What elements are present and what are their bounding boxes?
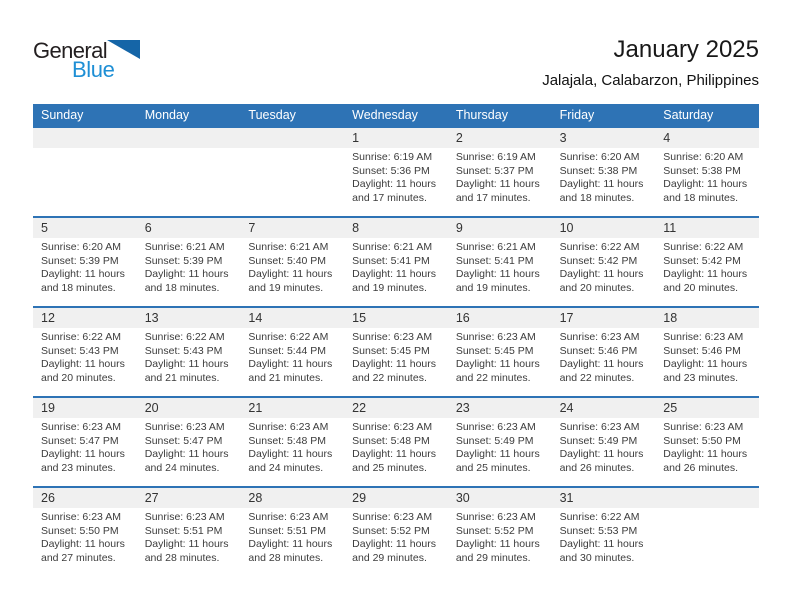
sunrise-text: Sunrise: 6:23 AM [248, 511, 329, 523]
day-cell-body [552, 508, 656, 565]
day-cell [344, 488, 448, 576]
daylight-text-line2: and 22 minutes. [455, 371, 531, 384]
weekday-label: Saturday [663, 108, 714, 122]
empty-day-cell [137, 128, 241, 216]
day-cell [552, 218, 656, 306]
day-cell-body [655, 508, 759, 511]
daylight-text-line2: and 26 minutes. [663, 461, 738, 474]
day-cell-body [33, 508, 137, 565]
day-cell [33, 308, 137, 396]
sunrise-text: Sunrise: 6:23 AM [559, 331, 640, 343]
daylight-text-line1: Daylight: 11 hours [144, 538, 229, 550]
daylight-text-line2: and 19 minutes. [248, 281, 324, 294]
daylight-text-line1: Daylight: 11 hours [352, 358, 436, 370]
day-number: 5 [33, 218, 137, 238]
daylight-text-line1: Daylight: 11 hours [455, 268, 540, 280]
sunset-text: Sunset: 5:47 PM [144, 434, 223, 447]
daylight-text-line1: Daylight: 11 hours [144, 268, 229, 280]
daylight-text-line1: Daylight: 11 hours [663, 178, 748, 190]
daylight-text-line2: and 20 minutes. [41, 371, 116, 384]
daylight-text-line1: Daylight: 11 hours [248, 448, 333, 460]
day-number: 6 [137, 218, 241, 238]
day-cell-body [240, 328, 344, 385]
day-cell [33, 218, 137, 306]
sunrise-text: Sunrise: 6:19 AM [352, 151, 433, 163]
day-cell-body [240, 508, 344, 565]
daylight-text-line1: Daylight: 11 hours [41, 448, 125, 460]
day-cell-body [240, 238, 344, 295]
sunrise-text: Sunrise: 6:23 AM [144, 421, 225, 433]
sunrise-text: Sunrise: 6:20 AM [559, 151, 640, 163]
sunrise-text: Sunrise: 6:22 AM [559, 511, 640, 523]
daylight-text-line1: Daylight: 11 hours [455, 538, 540, 550]
daylight-text-line1: Daylight: 11 hours [144, 358, 229, 370]
sunrise-text: Sunrise: 6:23 AM [663, 331, 744, 343]
daylight-text-line2: and 18 minutes. [41, 281, 116, 294]
day-cell-body [137, 148, 241, 151]
daylight-text-line2: and 17 minutes. [455, 191, 531, 204]
daylight-text-line2: and 28 minutes. [248, 551, 324, 564]
daylight-text-line2: and 24 minutes. [248, 461, 324, 474]
day-cell-body [344, 418, 448, 475]
day-cell [240, 398, 344, 486]
sunset-text: Sunset: 5:53 PM [559, 524, 638, 537]
sunset-text: Sunset: 5:42 PM [559, 254, 638, 267]
sunset-text: Sunset: 5:41 PM [352, 254, 430, 267]
day-cell [448, 218, 552, 306]
weekday-label: Wednesday [352, 108, 418, 122]
day-cell [552, 488, 656, 576]
sunset-text: Sunset: 5:47 PM [41, 434, 119, 447]
daylight-text-line2: and 22 minutes. [559, 371, 635, 384]
day-number: 22 [344, 398, 448, 418]
weekday-label: Friday [559, 108, 595, 122]
daylight-text-line2: and 21 minutes. [144, 371, 220, 384]
calendar-table [33, 104, 759, 576]
daylight-text-line1: Daylight: 11 hours [352, 178, 436, 190]
empty-day-cell [240, 128, 344, 216]
sunrise-text: Sunrise: 6:23 AM [41, 511, 121, 523]
day-number: 14 [240, 308, 344, 328]
day-cell-body [33, 418, 137, 475]
day-cell [137, 308, 241, 396]
daylight-text-line2: and 21 minutes. [248, 371, 324, 384]
daylight-text-line1: Daylight: 11 hours [559, 448, 644, 460]
day-number: 18 [655, 308, 759, 328]
sunset-text: Sunset: 5:43 PM [144, 344, 223, 357]
daylight-text-line2: and 17 minutes. [352, 191, 427, 204]
day-number: 16 [448, 308, 552, 328]
daylight-text-line1: Daylight: 11 hours [41, 358, 125, 370]
sunset-text: Sunset: 5:52 PM [455, 524, 534, 537]
sunrise-text: Sunrise: 6:23 AM [41, 421, 121, 433]
day-cell-body [552, 328, 656, 385]
daylight-text-line2: and 20 minutes. [559, 281, 635, 294]
day-cell [552, 128, 656, 216]
title-block [542, 36, 759, 89]
daylight-text-line2: and 18 minutes. [144, 281, 220, 294]
general-blue-logo [33, 36, 153, 84]
daylight-text-line2: and 23 minutes. [41, 461, 116, 474]
day-number: 30 [448, 488, 552, 508]
sunset-text: Sunset: 5:51 PM [144, 524, 223, 537]
day-number [655, 488, 759, 508]
day-number: 13 [137, 308, 241, 328]
daylight-text-line2: and 25 minutes. [352, 461, 427, 474]
day-cell [240, 218, 344, 306]
day-cell-body [344, 508, 448, 565]
day-number: 19 [33, 398, 137, 418]
day-number: 9 [448, 218, 552, 238]
daylight-text-line1: Daylight: 11 hours [455, 448, 540, 460]
day-cell-body [448, 328, 552, 385]
day-number: 10 [552, 218, 656, 238]
day-cell [552, 308, 656, 396]
day-number: 8 [344, 218, 448, 238]
day-cell-body [137, 238, 241, 295]
sunset-text: Sunset: 5:46 PM [663, 344, 741, 357]
day-number: 1 [344, 128, 448, 148]
week-row [33, 486, 759, 576]
daylight-text-line1: Daylight: 11 hours [663, 448, 748, 460]
sunset-text: Sunset: 5:44 PM [248, 344, 327, 357]
day-cell [655, 218, 759, 306]
day-number: 11 [655, 218, 759, 238]
day-cell-body [240, 148, 344, 151]
sunset-text: Sunset: 5:48 PM [248, 434, 327, 447]
empty-day-cell [33, 128, 137, 216]
weekday-label: Sunday [41, 108, 84, 122]
daylight-text-line1: Daylight: 11 hours [559, 178, 644, 190]
day-cell-body [448, 148, 552, 205]
sunset-text: Sunset: 5:43 PM [41, 344, 119, 357]
weekday-label: Monday [144, 108, 190, 122]
sunset-text: Sunset: 5:45 PM [352, 344, 430, 357]
daylight-text-line2: and 26 minutes. [559, 461, 635, 474]
day-number: 28 [240, 488, 344, 508]
day-cell [137, 218, 241, 306]
day-cell-body [448, 238, 552, 295]
sunset-text: Sunset: 5:41 PM [455, 254, 534, 267]
sunrise-text: Sunrise: 6:23 AM [352, 331, 433, 343]
day-number: 27 [137, 488, 241, 508]
day-number: 25 [655, 398, 759, 418]
day-number [240, 128, 344, 148]
day-cell-body [655, 328, 759, 385]
day-cell-body [655, 148, 759, 205]
day-number: 31 [552, 488, 656, 508]
daylight-text-line2: and 24 minutes. [144, 461, 220, 474]
week-row [33, 216, 759, 306]
sunset-text: Sunset: 5:52 PM [352, 524, 430, 537]
daylight-text-line2: and 19 minutes. [455, 281, 531, 294]
weekday-label: Thursday [455, 108, 508, 122]
day-cell [655, 398, 759, 486]
day-number: 7 [240, 218, 344, 238]
location-subtitle: Jalajala, Calabarzon, Philippines [542, 72, 759, 89]
daylight-text-line2: and 29 minutes. [455, 551, 531, 564]
weekday-header-row [33, 104, 759, 126]
sunrise-text: Sunrise: 6:22 AM [559, 241, 640, 253]
sunrise-text: Sunrise: 6:21 AM [144, 241, 225, 253]
weekday-label: Tuesday [248, 108, 296, 122]
sunrise-text: Sunrise: 6:21 AM [455, 241, 536, 253]
day-cell-body [137, 418, 241, 475]
day-cell [448, 308, 552, 396]
daylight-text-line1: Daylight: 11 hours [248, 538, 333, 550]
day-cell-body [33, 148, 137, 151]
day-cell [655, 308, 759, 396]
day-cell-body [448, 508, 552, 565]
sunrise-text: Sunrise: 6:23 AM [455, 331, 536, 343]
sunrise-text: Sunrise: 6:19 AM [455, 151, 536, 163]
daylight-text-line1: Daylight: 11 hours [41, 538, 125, 550]
day-cell [344, 218, 448, 306]
week-row [33, 396, 759, 486]
daylight-text-line1: Daylight: 11 hours [248, 358, 333, 370]
day-number: 2 [448, 128, 552, 148]
daylight-text-line1: Daylight: 11 hours [559, 268, 644, 280]
page-header [33, 36, 759, 89]
sunset-text: Sunset: 5:40 PM [248, 254, 327, 267]
daylight-text-line2: and 29 minutes. [352, 551, 427, 564]
sunset-text: Sunset: 5:51 PM [248, 524, 327, 537]
day-cell [448, 398, 552, 486]
daylight-text-line2: and 20 minutes. [663, 281, 738, 294]
day-cell-body [552, 238, 656, 295]
day-cell [448, 488, 552, 576]
day-number: 3 [552, 128, 656, 148]
daylight-text-line1: Daylight: 11 hours [144, 448, 229, 460]
day-cell-body [33, 328, 137, 385]
daylight-text-line1: Daylight: 11 hours [455, 178, 540, 190]
sunrise-text: Sunrise: 6:23 AM [352, 421, 433, 433]
daylight-text-line1: Daylight: 11 hours [352, 448, 436, 460]
week-row [33, 306, 759, 396]
sunrise-text: Sunrise: 6:23 AM [248, 421, 329, 433]
day-cell-body [344, 328, 448, 385]
day-cell-body [33, 238, 137, 295]
daylight-text-line1: Daylight: 11 hours [663, 268, 748, 280]
sunset-text: Sunset: 5:49 PM [455, 434, 534, 447]
sunrise-text: Sunrise: 6:23 AM [455, 421, 536, 433]
day-cell-body [137, 328, 241, 385]
sunset-text: Sunset: 5:36 PM [352, 164, 430, 177]
daylight-text-line2: and 18 minutes. [559, 191, 635, 204]
sunset-text: Sunset: 5:37 PM [455, 164, 534, 177]
sunrise-text: Sunrise: 6:22 AM [663, 241, 744, 253]
sunset-text: Sunset: 5:42 PM [663, 254, 741, 267]
day-cell-body [552, 418, 656, 475]
day-cell-body [448, 418, 552, 475]
day-cell [33, 488, 137, 576]
day-number: 4 [655, 128, 759, 148]
sunrise-text: Sunrise: 6:21 AM [248, 241, 329, 253]
sunrise-text: Sunrise: 6:22 AM [144, 331, 225, 343]
page-title: January 2025 [613, 36, 759, 63]
sunrise-text: Sunrise: 6:23 AM [455, 511, 536, 523]
day-cell [33, 398, 137, 486]
sunrise-text: Sunrise: 6:23 AM [144, 511, 225, 523]
daylight-text-line1: Daylight: 11 hours [41, 268, 125, 280]
day-cell-body [344, 148, 448, 205]
day-cell [655, 128, 759, 216]
daylight-text-line2: and 25 minutes. [455, 461, 531, 474]
logo-text-general: General [33, 38, 108, 63]
daylight-text-line2: and 22 minutes. [352, 371, 427, 384]
day-cell [344, 128, 448, 216]
day-cell [448, 128, 552, 216]
sunset-text: Sunset: 5:50 PM [41, 524, 119, 537]
sunset-text: Sunset: 5:39 PM [41, 254, 119, 267]
day-cell-body [344, 238, 448, 295]
sunrise-text: Sunrise: 6:22 AM [248, 331, 329, 343]
daylight-text-line1: Daylight: 11 hours [663, 358, 748, 370]
day-number: 23 [448, 398, 552, 418]
day-number: 15 [344, 308, 448, 328]
sunrise-text: Sunrise: 6:23 AM [663, 421, 744, 433]
daylight-text-line1: Daylight: 11 hours [559, 538, 644, 550]
sunrise-text: Sunrise: 6:20 AM [663, 151, 744, 163]
empty-day-cell [655, 488, 759, 576]
day-number: 29 [344, 488, 448, 508]
sunset-text: Sunset: 5:38 PM [663, 164, 741, 177]
day-cell [240, 308, 344, 396]
sunset-text: Sunset: 5:46 PM [559, 344, 638, 357]
week-row [33, 126, 759, 216]
daylight-text-line2: and 23 minutes. [663, 371, 738, 384]
sunrise-text: Sunrise: 6:22 AM [41, 331, 121, 343]
daylight-text-line1: Daylight: 11 hours [559, 358, 644, 370]
day-number [137, 128, 241, 148]
sunset-text: Sunset: 5:39 PM [144, 254, 223, 267]
sunset-text: Sunset: 5:50 PM [663, 434, 741, 447]
sunset-text: Sunset: 5:48 PM [352, 434, 430, 447]
daylight-text-line1: Daylight: 11 hours [455, 358, 540, 370]
sunset-text: Sunset: 5:49 PM [559, 434, 638, 447]
daylight-text-line2: and 19 minutes. [352, 281, 427, 294]
sunset-text: Sunset: 5:38 PM [559, 164, 638, 177]
calendar-weeks [33, 126, 759, 576]
day-number: 20 [137, 398, 241, 418]
day-number: 24 [552, 398, 656, 418]
day-cell-body [655, 418, 759, 475]
sunrise-text: Sunrise: 6:23 AM [559, 421, 640, 433]
sunset-text: Sunset: 5:45 PM [455, 344, 534, 357]
day-number [33, 128, 137, 148]
logo-text-blue: Blue [72, 57, 115, 82]
sunrise-text: Sunrise: 6:21 AM [352, 241, 433, 253]
daylight-text-line2: and 18 minutes. [663, 191, 738, 204]
sunrise-text: Sunrise: 6:23 AM [352, 511, 433, 523]
daylight-text-line2: and 28 minutes. [144, 551, 220, 564]
day-number: 21 [240, 398, 344, 418]
day-cell-body [552, 148, 656, 205]
day-number: 26 [33, 488, 137, 508]
day-number: 12 [33, 308, 137, 328]
day-number: 17 [552, 308, 656, 328]
daylight-text-line2: and 30 minutes. [559, 551, 635, 564]
daylight-text-line1: Daylight: 11 hours [248, 268, 333, 280]
day-cell [552, 398, 656, 486]
day-cell [240, 488, 344, 576]
day-cell [137, 398, 241, 486]
daylight-text-line1: Daylight: 11 hours [352, 538, 436, 550]
sunrise-text: Sunrise: 6:20 AM [41, 241, 121, 253]
day-cell-body [655, 238, 759, 295]
day-cell [137, 488, 241, 576]
day-cell [344, 308, 448, 396]
daylight-text-line2: and 27 minutes. [41, 551, 116, 564]
day-cell [344, 398, 448, 486]
day-cell-body [240, 418, 344, 475]
day-cell-body [137, 508, 241, 565]
daylight-text-line1: Daylight: 11 hours [352, 268, 436, 280]
